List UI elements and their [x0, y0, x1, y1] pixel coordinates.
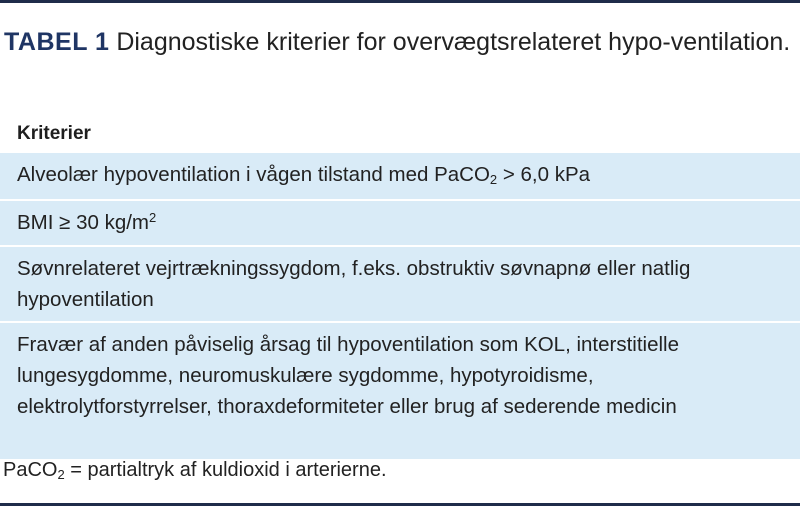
table-row	[0, 245, 800, 321]
table-caption	[4, 26, 794, 58]
table-row	[0, 199, 800, 245]
row-text: Søvnrelateret vejrtrækningssygdom, f.eks. obstruktiv søvnapnø eller natlig hypoventilation	[17, 257, 691, 311]
row-subscript: 2	[489, 172, 498, 187]
table-row	[0, 321, 800, 459]
row-text-continued: > 6,0 kPa	[497, 163, 591, 186]
bottom-rule	[0, 503, 800, 506]
row-superscript: 2	[149, 210, 157, 225]
footnote-text-continued: = partialtryk af kuldioxid i arterierne.	[64, 459, 387, 481]
footnote-text: PaCO	[3, 459, 58, 481]
row-text: BMI ≥ 30 kg/m	[17, 211, 150, 234]
table-footnote	[3, 456, 387, 484]
footnote-subscript: 2	[57, 467, 65, 482]
criteria-table	[0, 115, 800, 459]
table-row	[0, 153, 800, 199]
row-text: Alveolær hypoventilation i vågen tilstand med PaCO	[17, 163, 490, 186]
row-text: Fravær af anden påviselig årsag til hypoventilation som KOL, interstitielle lungesygdomme, neuromuskulære sygdomme, hypotyroidisme, elektrolytforstyrrelser, thoraxdeformiteter eller brug af sederende medicin	[17, 333, 680, 418]
table-header: Kriterier	[17, 123, 91, 144]
top-rule	[0, 0, 800, 3]
table-label: TABEL 1	[4, 28, 110, 56]
table-title-text: Diagnostiske kriterier for overvægtsrelateret hypo-ventilation.	[116, 28, 791, 56]
